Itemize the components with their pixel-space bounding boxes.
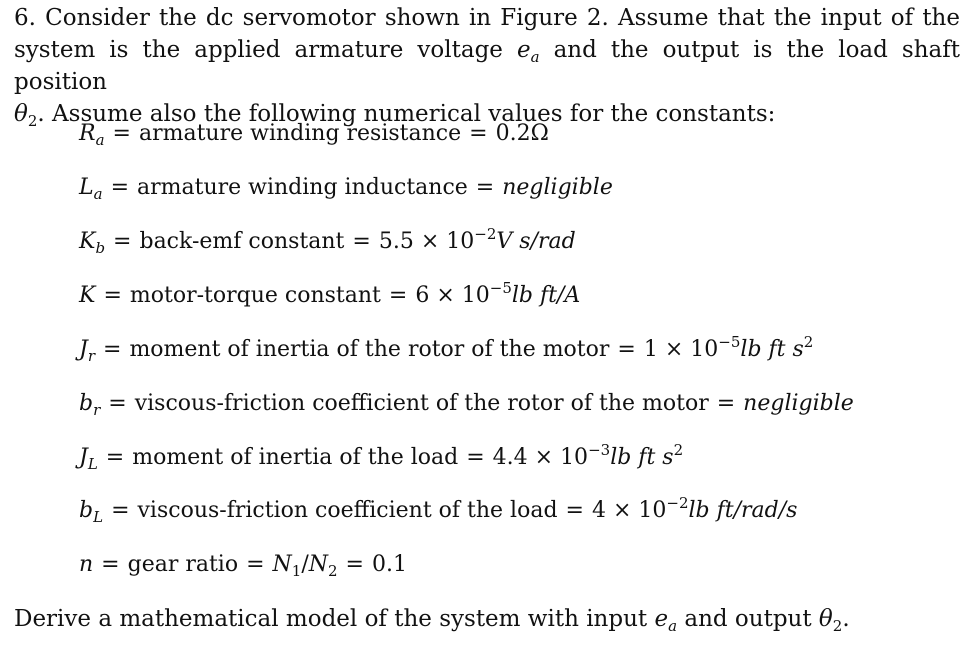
problem-number: 6. bbox=[14, 5, 36, 31]
ea-symbol: $e_a$ bbox=[516, 37, 540, 66]
constant-jr: $J_r$ = moment of inertia of the rotor of the motor = $1 \times 10^{-5}lb$ ft $s^2$ bbox=[79, 333, 814, 365]
constant-k: K = motor-torque constant = $6 \times 10^{-5}lb$ ft/A bbox=[79, 279, 581, 308]
constant-la: $L_a$ = armature winding inductance = negligible bbox=[79, 175, 613, 203]
intro-line-3: $\theta_2$. Assume also the following numerical values for the constants: bbox=[14, 101, 776, 130]
theta2-symbol-final: $\theta_2$ bbox=[818, 606, 843, 635]
constant-br: $b_r$ = viscous-friction coefficient of the rotor of the motor = negligible bbox=[79, 391, 854, 419]
intro-line-2: system is the applied armature voltage $e_a$ and the output is the load shaft position bbox=[14, 37, 960, 95]
constant-jl: $J_L$ = moment of inertia of the load = $4.4 \times 10^{-3}lb$ ft $s^2$ bbox=[79, 441, 684, 473]
theta2-symbol: $\theta_2$ bbox=[14, 101, 38, 130]
constant-kb: $K_b$ = back-emf constant = $5.5 \times 10^{-2}V$ s/rad bbox=[79, 225, 576, 257]
constant-bl: $b_L$ = viscous-friction coefficient of the load = $4 \times 10^{-2}lb$ ft/rad/s bbox=[79, 494, 798, 526]
constant-ra: $R_a$ = armature winding resistance = 0.2Ω bbox=[79, 121, 549, 149]
ea-symbol-final: $e_a$ bbox=[654, 606, 678, 635]
final-instruction: Derive a mathematical model of the system with input $e_a$ and output $\theta_2$. bbox=[14, 606, 850, 635]
constant-n: n = gear ratio = $N_1/N_2 = 0.1$ bbox=[79, 552, 407, 580]
problem-intro bbox=[14, 2, 960, 130]
intro-line-1: 6. Consider the dc servomotor shown in Figure 2. Assume that the input of the bbox=[14, 5, 960, 31]
